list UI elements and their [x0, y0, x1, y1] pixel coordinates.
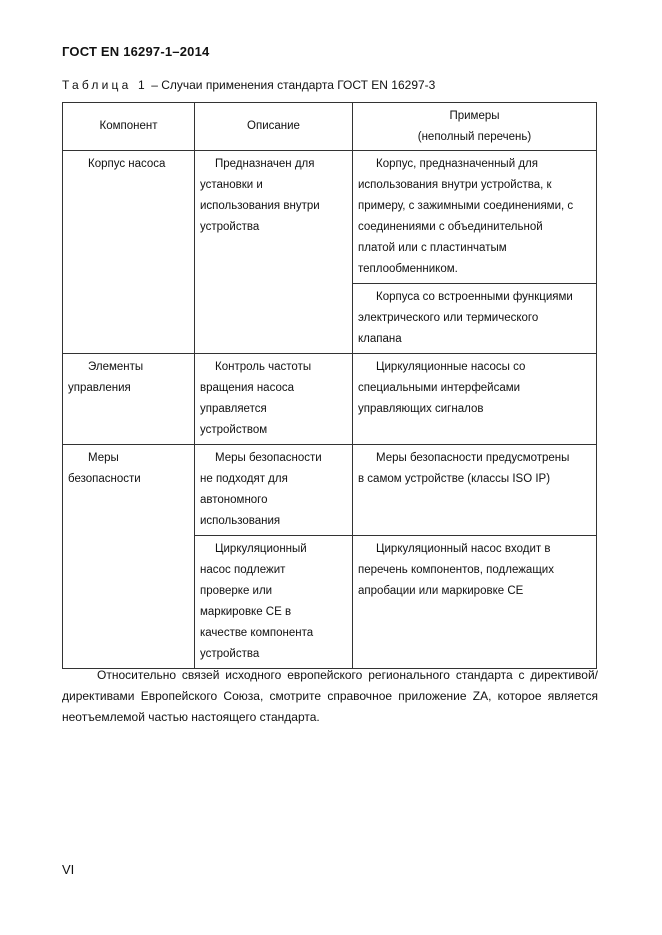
cell-text: Меры безопасности предусмотрены в самом устройстве (классы ISO IP) — [358, 452, 570, 485]
column-header-examples — [353, 103, 597, 151]
table-row — [63, 445, 597, 536]
cell-description — [195, 354, 353, 445]
cell-text: Контроль частоты вращения насоса управляется устройством — [200, 361, 312, 436]
cell-text: Предназначен для установки и использования внутри устройства — [200, 158, 320, 233]
cell-text: Меры безопасности не подходят для автономного использования — [200, 452, 322, 527]
cell-text: Циркуляционный насос подлежит проверке или маркировке СЕ в качестве компонента устройства — [200, 543, 314, 660]
cell-description — [195, 536, 353, 669]
cell-text: Элементы управления — [68, 361, 144, 394]
table-header-row — [63, 103, 597, 151]
cell-text: Циркуляционный насос входит в перечень компонентов, подлежащих апробации или маркировке СЕ — [358, 543, 554, 597]
cell-example — [353, 284, 597, 354]
cell-example — [353, 151, 597, 284]
document-header: ГОСТ EN 16297-1–2014 — [62, 44, 210, 59]
table-caption-text: – Случаи применения стандарта ГОСТ EN 16297-3 — [147, 78, 436, 92]
cell-example — [353, 536, 597, 669]
column-header-examples-text: Примеры (неполный перечень) — [417, 109, 532, 143]
cell-text: Циркуляционные насосы со специальными интерфейсами управляющих сигналов — [358, 361, 526, 415]
table-row — [63, 354, 597, 445]
cell-component — [63, 151, 195, 354]
cell-text: Корпуса со встроенными функциями электрического или термического клапана — [358, 291, 573, 345]
cell-example — [353, 354, 597, 445]
application-table — [62, 102, 597, 669]
cell-description — [195, 151, 353, 354]
table-caption-label: Таблица 1 — [62, 78, 148, 92]
cell-example — [353, 445, 597, 536]
cell-description — [195, 445, 353, 536]
cell-text: Меры безопасности — [68, 452, 141, 485]
table-caption — [62, 78, 435, 92]
cell-component — [63, 354, 195, 445]
table-row — [63, 151, 597, 284]
cell-text: Корпус, предназначенный для использования внутри устройства, к примеру, с зажимными соединениями, с соединениями с объединительной платой или с пластинчатым теплообменником. — [358, 158, 574, 275]
page-number: VI — [62, 862, 75, 877]
body-paragraph: Относительно связей исходного европейского регионального стандарта с директивой/директивами Европейского Союза, смотрите справочное приложение ZA, которое является неотъемлемой частью настоящего стандарта. — [62, 668, 598, 724]
column-header-description: Описание — [195, 103, 353, 151]
cell-text: Корпус насоса — [88, 158, 166, 170]
cell-component — [63, 445, 195, 669]
column-header-component: Компонент — [63, 103, 195, 151]
